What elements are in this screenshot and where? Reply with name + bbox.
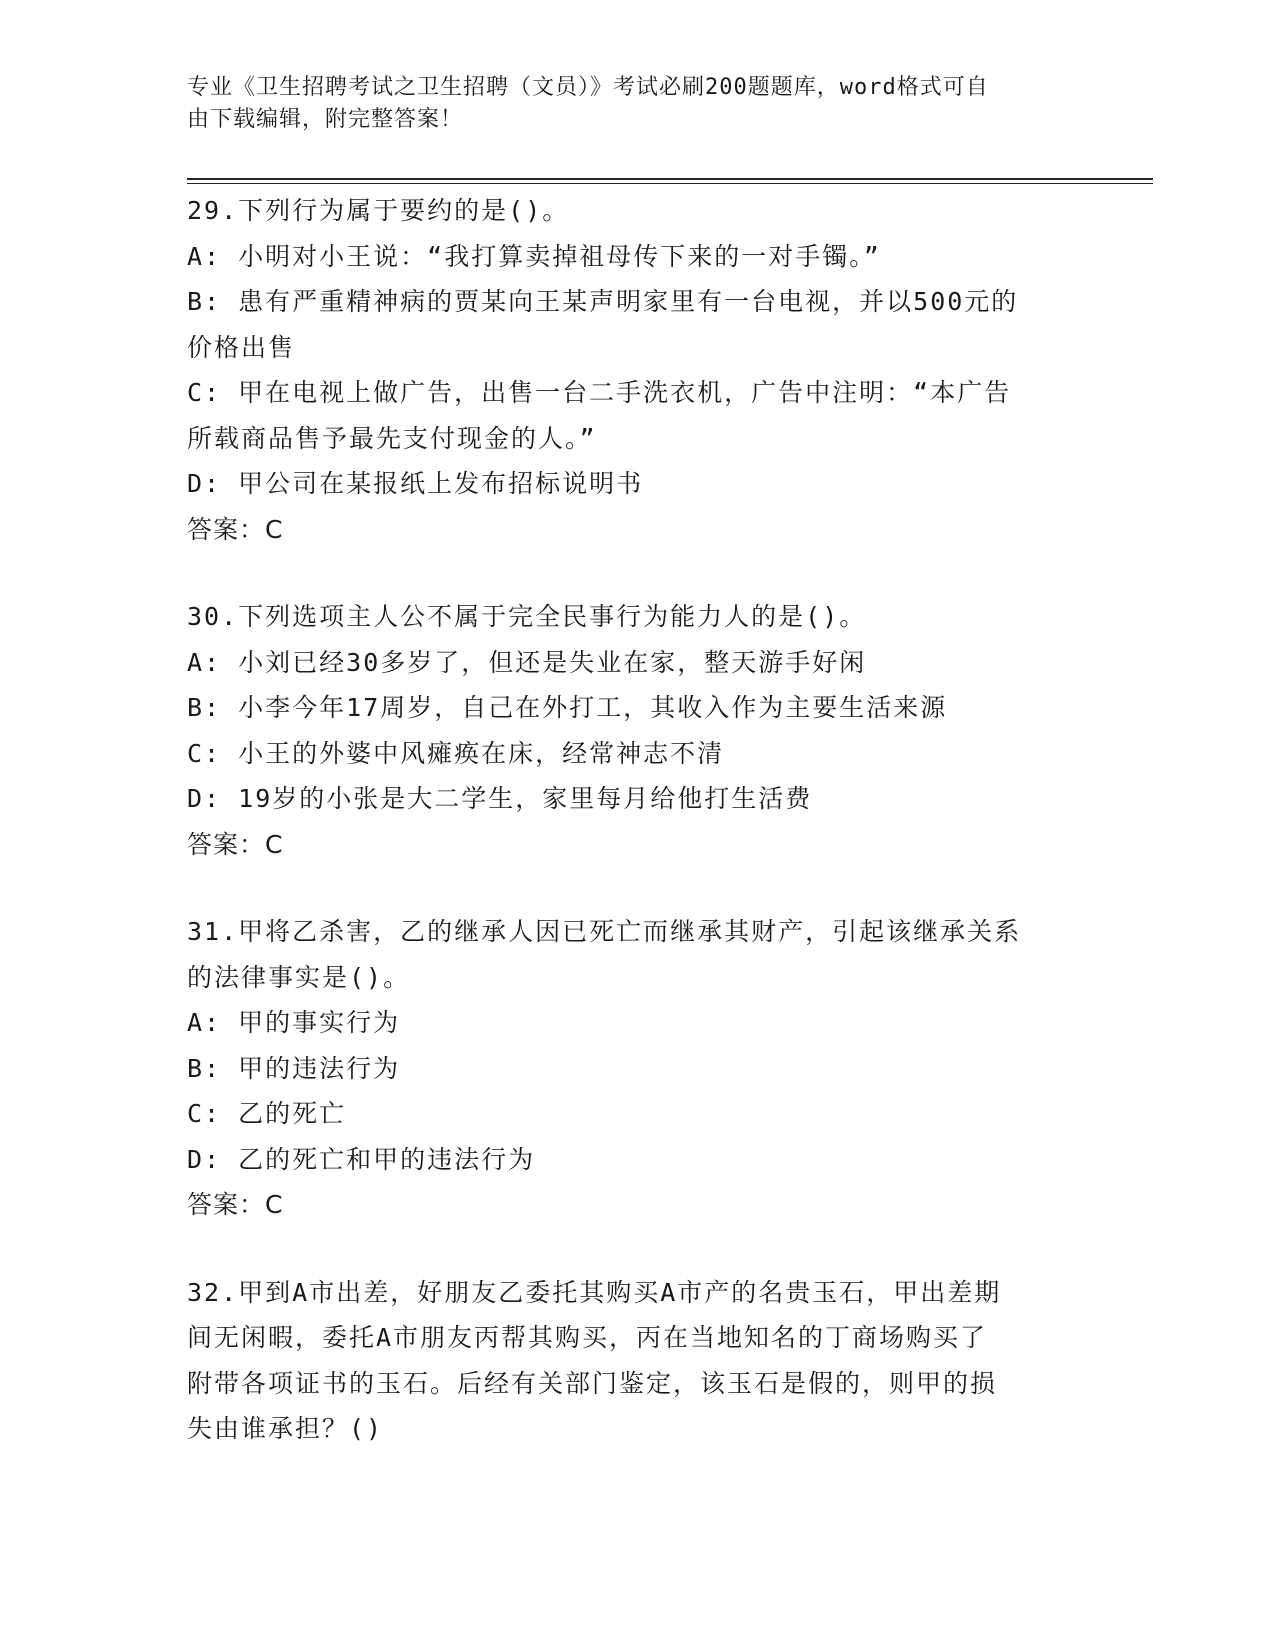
question-29: [187, 188, 1087, 552]
option-d: D: 甲公司在某报纸上发布招标说明书: [187, 469, 644, 498]
option-d: D: 乙的死亡和甲的违法行为: [187, 1144, 536, 1174]
header-rule-thick: [187, 178, 1153, 180]
question-gap: [187, 552, 1087, 594]
question-stem-continued: 附带各项证书的玉石。后经有关部门鉴定，该玉石是假的，则甲的损: [187, 1368, 998, 1398]
answer-line: 答案：C: [187, 1190, 284, 1219]
question-list: [187, 188, 1087, 1452]
question-30: [187, 594, 1087, 867]
question-stem: 29.下列行为属于要约的是()。: [187, 196, 570, 225]
option-c: C: 小王的外婆中风瘫痪在床，经常神志不清: [187, 738, 725, 768]
question-stem: 30.下列选项主人公不属于完全民事行为能力人的是()。: [187, 602, 867, 631]
header-line-2: 由下载编辑，附完整答案！: [187, 107, 464, 132]
option-c-continued: 所载商品售予最先支付现金的人。”: [187, 423, 597, 453]
question-stem: 31.甲将乙杀害，乙的继承人因已死亡而继承其财产，引起该继承关系: [187, 917, 1022, 946]
question-stem-continued: 失由谁承担？(): [187, 1414, 384, 1443]
option-c: C: 甲在电视上做广告，出售一台二手洗衣机，广告中注明：“本广告: [187, 378, 1012, 407]
header-line-1: 专业《卫生招聘考试之卫生招聘（文员）》考试必刷200题题库，word格式可自: [187, 75, 989, 100]
option-a: A: 小明对小王说：“我打算卖掉祖母传下来的一对手镯。”: [187, 241, 881, 271]
question-stem-continued: 的法律事实是()。: [187, 962, 411, 992]
option-b: B: 甲的违法行为: [187, 1053, 401, 1083]
question-31: [187, 909, 1087, 1228]
option-d: D: 19岁的小张是大二学生，家里每月给他打生活费: [187, 784, 813, 813]
question-stem-continued: 间无闲暇，委托A市朋友丙帮其购买，丙在当地知名的丁商场购买了: [187, 1323, 988, 1352]
answer-line: 答案：C: [187, 514, 284, 544]
question-gap: [187, 1228, 1087, 1270]
option-c: C: 乙的死亡: [187, 1099, 347, 1128]
question-gap: [187, 867, 1087, 909]
header-rule-thin: [187, 183, 1153, 184]
option-b-continued: 价格出售: [187, 332, 296, 362]
option-b: B: 患有严重精神病的贾某向王某声明家里有一台电视，并以500元的: [187, 287, 1019, 316]
option-b: B: 小李今年17周岁，自己在外打工，其收入作为主要生活来源: [187, 693, 948, 722]
option-a: A: 小刘已经30多岁了，但还是失业在家，整天游手好闲: [187, 647, 867, 677]
option-a: A: 甲的事实行为: [187, 1008, 401, 1037]
question-stem: 32.甲到A市出差，好朋友乙委托其购买A市产的名贵玉石，甲出差期: [187, 1277, 1002, 1307]
question-32: [187, 1270, 1087, 1452]
document-header: [187, 72, 1067, 136]
answer-line: 答案：C: [187, 829, 284, 859]
